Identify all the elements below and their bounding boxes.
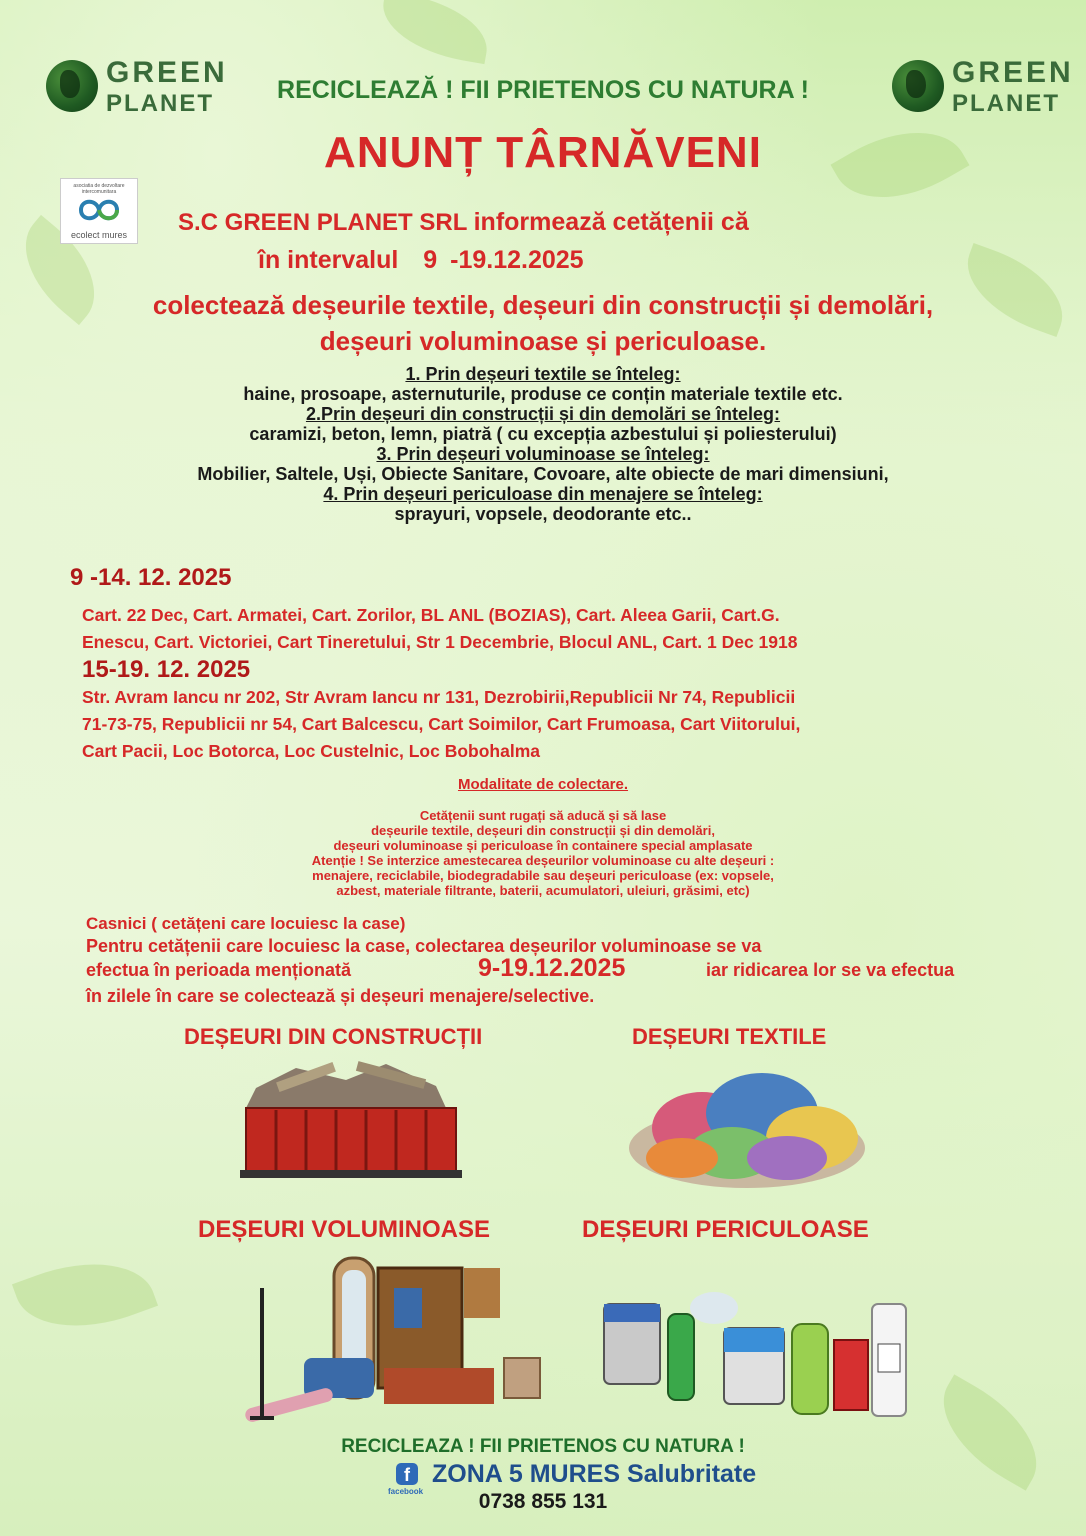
schedule-1-streets [82,602,797,656]
interval-line [258,246,584,275]
ecolect-mures-logo [60,178,138,244]
schedule-1-date-rest: -14. 12. 2025 [83,564,232,591]
definition-heading-textile: 1. Prin deșeuri textile se înteleg: [405,364,681,384]
leaf-decoration [12,1240,158,1350]
footer-slogan: RECICLEAZA ! FII PRIETENOS CU NATURA ! [341,1436,745,1457]
footer-phone: 0738 855 131 [478,1490,608,1513]
category-bulky-title: DEȘEURI VOLUMINOASE [198,1216,491,1243]
households-line-3: în zilele în care se colectează și deșeuri menajere/selective. [86,986,595,1006]
definitions-block [0,364,1086,524]
informs-text: informează cetățenii că [473,208,749,236]
collection-line: azbest, materiale filtrante, baterii, acumulatori, uleiuri, grăsimi, etc) [336,883,750,898]
collection-line: deșeuri voluminoase și periculoase în containere special amplasate [333,838,753,853]
definition-text-hazardous: sprayuri, vopsele, deodorante etc.. [394,504,692,524]
ecolect-top-text: asociatia de dezvoltare intercomunitara [73,183,125,195]
schedule-2-date-rest: -19. 12. 2025 [108,656,251,683]
interval-label: în intervalul [258,246,399,274]
households-line-1: Pentru cetățenii care locuiesc la case, colectarea deșeurilor voluminoase se va [86,936,762,956]
definition-heading-construction: 2.Prin deșeuri din construcții și din demolări se înteleg: [305,404,781,424]
collection-line: Atenție ! Se interzice amestecarea deșeurilor voluminoase cu alte deșeuri : [311,853,775,868]
logo-word-green: GREEN [952,56,1074,89]
bulky-furniture-icon [244,1248,544,1428]
header-slogan: RECICLEAZĂ ! FII PRIETENOS CU NATURA ! [277,76,809,104]
category-hazardous-title: DEȘEURI PERICULOASE [582,1216,869,1243]
logo-word-planet: PLANET [106,90,214,117]
infinity-icon [61,193,137,227]
schedule-2-streets-line-1: Str. Avram Iancu nr 202, Str Avram Iancu nr 131, Dezrobirii,Republicii Nr 74, Republicii [82,687,796,707]
households-date: 9-19.12.2025 [478,954,626,982]
households-heading: Casnici ( cetățeni care locuiesc la case) [86,914,406,933]
definition-text-textile: haine, prosoape, asternuturile, produse ce conțin materiale textile etc. [243,384,843,404]
schedule-1-date [70,564,231,592]
collection-line: Cetățenii sunt rugați să aducă și să lase [419,808,667,823]
collection-heading: Modalitate de colectare. [457,776,629,793]
schedule-2-date [82,656,250,684]
definition-heading-bulky: 3. Prin deșeuri voluminoase se înteleg: [376,444,710,464]
zona-label: ZONA [432,1460,502,1488]
zona-name: MURES Salubritate [529,1460,757,1488]
schedule-1-day: 9 [70,564,84,591]
households-line-2-post: iar ridicarea lor se va efectua [706,960,955,980]
schedule-2-streets-line-2: 71-73-75, Republicii nr 54, Cart Balcescu, Cart Soimilor, Cart Frumoasa, Cart Viitorului, [82,714,801,734]
schedule-2-streets-line-3: Cart Pacii, Loc Botorca, Loc Custelnic, Loc Bobohalma [82,741,540,761]
leaf-decoration [922,1374,1058,1490]
schedule-2-streets [82,684,800,765]
category-textile-title: DEȘEURI TEXTILE [632,1024,827,1049]
intro-line-1 [178,208,749,237]
hazardous-items-icon [594,1284,914,1424]
interval-start: 9 [423,246,438,274]
footer-zona [432,1460,756,1489]
logo-word-planet: PLANET [952,90,1060,117]
collection-line: deșeurile textile, deșeuri din construcții și din demolări, [371,823,715,838]
collection-text [0,808,1086,898]
facebook-label: facebook [388,1487,424,1496]
page-title: ANUNȚ TÂRNĂVENI [324,128,762,177]
ecolect-name: ecolect mures [70,230,128,240]
facebook-icon[interactable]: f [396,1463,418,1485]
schedule-1-streets-line-2: Enescu, Cart. Victoriei, Cart Tineretului, Str 1 Decembrie, Blocul ANL, Cart. 1 Dec 1918 [82,632,798,652]
zona-number: 5 [508,1460,523,1488]
interval-end: -19.12.2025 [450,246,584,274]
logo-word-green: GREEN [106,56,228,89]
households-line-2-pre: efectua în perioada menționată [86,960,352,980]
category-construction-title: DEȘEURI DIN CONSTRUCȚII [184,1024,483,1049]
definition-text-bulky: Mobilier, Saltele, Uși, Obiecte Sanitare, Covoare, alte obiecte de mari dimensiuni, [197,464,889,484]
company-name: S.C GREEN PLANET SRL [178,209,467,236]
definition-text-construction: caramizi, beton, lemn, piatră ( cu excepția azbestului și poliesterului) [249,424,837,444]
collects-line-1: colectează deșeurile textile, deșeuri din construcții și demolări, [152,290,934,320]
households-line-2 [86,954,1046,982]
construction-container-icon [236,1058,476,1190]
definition-heading-hazardous: 4. Prin deșeuri periculoase din menajere se înteleg: [323,484,763,504]
textile-pile-icon [622,1058,872,1188]
schedule-2-day: 15 [82,656,109,683]
collects-line-2: deșeuri voluminoase și periculoase. [319,326,767,356]
schedule-1-streets-line-1: Cart. 22 Dec, Cart. Armatei, Cart. Zorilor, BL ANL (BOZIAS), Cart. Aleea Garii, Cart.G. [82,605,780,625]
leaf-decoration [376,0,494,64]
collection-line: menajere, reciclabile, biodegradabile sau deșeuri periculoase (ex: vopsele, [312,868,774,883]
